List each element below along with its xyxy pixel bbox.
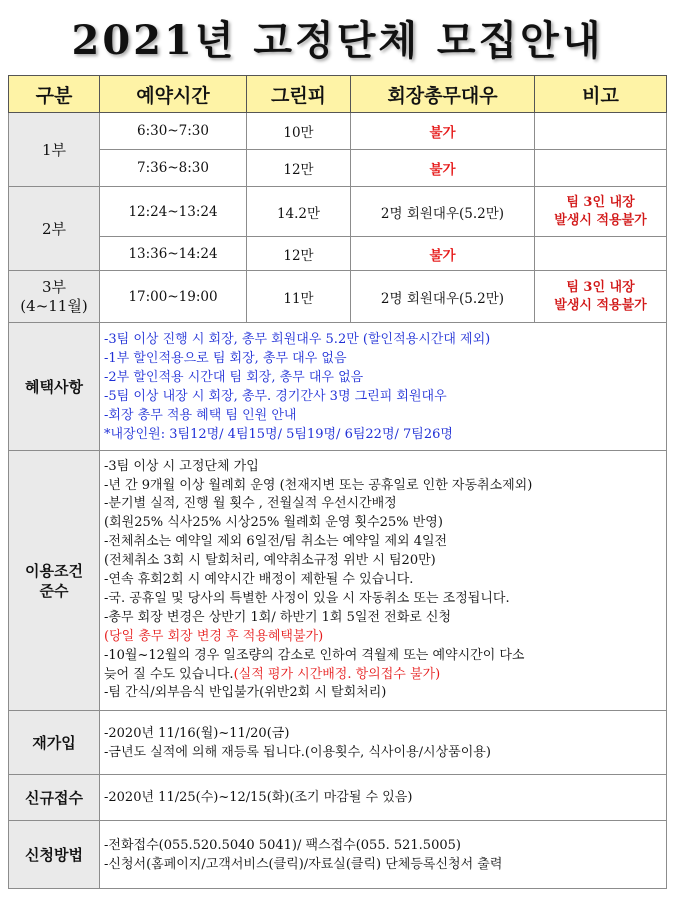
apply-method-line: -전화접수(055.520.5040 5041)/ 팩스접수(055. 521.5005): [104, 837, 461, 853]
rejoin-content: [100, 711, 667, 775]
condition-warning-inline: (실적 평가 시간배정. 항의접수 불가): [233, 666, 441, 682]
benefit-line: -1부 할인적용으로 팀 회장, 총무 대우 없음: [104, 350, 347, 366]
fee-cell: 12만: [247, 237, 351, 271]
benefits-label: 혜택사항: [9, 323, 100, 451]
condition-line: -총무 회장 변경은 상반기 1회/ 하반기 1회 5일전 전화로 신청: [104, 609, 452, 625]
table-row: [9, 271, 667, 323]
treatment-cell: 2명 회원대우(5.2만): [351, 271, 535, 323]
condition-line-combined: [104, 666, 662, 685]
remark-cell: [535, 113, 667, 150]
apply-method-label: 신청방법: [9, 821, 100, 889]
header-officer-treatment: 회장총무대우: [351, 76, 535, 113]
apply-method-line: -신청서(홈페이지/고객서비스(클릭)/자료실(클릭) 단체등록신청서 출력: [104, 856, 503, 872]
session-period: (4~11월): [20, 296, 88, 315]
remark-line: 발생시 적용불가: [554, 212, 647, 228]
rejoin-row: [9, 711, 667, 775]
condition-line: -팀 간식/외부음식 반입불가(위반2회 시 탈회처리): [104, 685, 387, 701]
benefits-content: [100, 323, 667, 451]
table-row: [9, 237, 667, 271]
remark-line: 발생시 적용불가: [554, 297, 647, 313]
condition-text: 늦어 질 수도 있습니다.: [104, 666, 234, 682]
treatment-cell: 불가: [351, 113, 535, 150]
condition-line: -년 간 9개월 이상 월례회 운영 (천재지변 또는 공휴일로 인한 자동취소제외): [104, 477, 533, 493]
treatment-cell: 2명 회원대우(5.2만): [351, 187, 535, 237]
apply-method-content: [100, 821, 667, 889]
benefits-row: [9, 323, 667, 451]
conditions-label-line: 준수: [39, 581, 69, 600]
benefit-line: -2부 할인적용 시간대 팀 회장, 총무 대우 없음: [104, 369, 364, 385]
header-remarks: 비고: [535, 76, 667, 113]
new-application-content: [100, 775, 667, 821]
time-cell: 6:30~7:30: [100, 113, 247, 150]
table-row: [9, 150, 667, 187]
remark-cell: [535, 237, 667, 271]
benefit-line: -3팀 이상 진행 시 회장, 총무 회원대우 5.2만 (할인적용시간대 제외): [104, 331, 491, 347]
session-label-2: 2부: [9, 187, 100, 271]
time-cell: 17:00~19:00: [100, 271, 247, 323]
time-cell: 12:24~13:24: [100, 187, 247, 237]
table-row: [9, 113, 667, 150]
table-row: [9, 187, 667, 237]
header-green-fee: 그린피: [247, 76, 351, 113]
session-label-3: [9, 271, 100, 323]
condition-line: -3팀 이상 시 고정단체 가입: [104, 458, 259, 474]
condition-line: -연속 휴회2회 시 예약시간 배정이 제한될 수 있습니다.: [104, 572, 414, 588]
condition-line: -국. 공휴일 및 당사의 특별한 사정이 있을 시 자동취소 또는 조정됩니다.: [104, 590, 510, 606]
condition-line: (전체취소 3회 시 탈회처리, 예약취소규정 위반 시 팀20만): [104, 553, 436, 569]
condition-line: -분기별 실적, 진행 월 횟수 , 전월실적 우선시간배정: [104, 496, 397, 512]
session-name: 3부: [41, 277, 67, 296]
treatment-cell: 불가: [351, 237, 535, 271]
remark-cell: [535, 150, 667, 187]
new-application-line: -2020년 11/25(수)~12/15(화)(조기 마감될 수 있음): [104, 790, 413, 805]
rejoin-label: 재가입: [9, 711, 100, 775]
rejoin-line: -2020년 11/16(월)~11/20(금): [104, 725, 290, 741]
remark-line: 팀 3인 내장: [566, 194, 635, 210]
time-cell: 7:36~8:30: [100, 150, 247, 187]
fee-cell: 12만: [247, 150, 351, 187]
remark-cell: [535, 187, 667, 237]
condition-line: -10월~12월의 경우 일조량의 감소로 인하여 격월제 또는 예약시간이 다소: [104, 647, 525, 663]
benefit-line: *내장인원: 3팀12명/ 4팀15명/ 5팀19명/ 6팀22명/ 7팀26명: [104, 426, 453, 442]
fee-cell: 14.2만: [247, 187, 351, 237]
session-label-1: 1부: [9, 113, 100, 187]
header-reservation-time: 예약시간: [100, 76, 247, 113]
remark-cell: [535, 271, 667, 323]
treatment-cell: 불가: [351, 150, 535, 187]
apply-method-row: [9, 821, 667, 889]
condition-line: (회원25% 식사25% 시상25% 월례회 운영 횟수25% 반영): [104, 515, 443, 531]
header-category: 구분: [9, 76, 100, 113]
condition-line: -전체취소는 예약일 제외 6일전/팀 취소는 예약일 제외 4일전: [104, 534, 448, 550]
fee-cell: 11만: [247, 271, 351, 323]
rejoin-line: -금년도 실적에 의해 재등록 됩니다.(이용횟수, 식사이용/시상품이용): [104, 744, 491, 760]
new-application-label: 신규접수: [9, 775, 100, 821]
conditions-label-line: 이용조건: [25, 561, 83, 580]
benefit-line: -회장 총무 적용 혜택 팀 인원 안내: [104, 407, 297, 423]
conditions-label: [9, 451, 100, 711]
remark-line: 팀 3인 내장: [566, 279, 635, 295]
time-cell: 13:36~14:24: [100, 237, 247, 271]
fee-cell: 10만: [247, 113, 351, 150]
benefit-line: -5팀 이상 내장 시 회장, 총무. 경기간사 3명 그린피 회원대우: [104, 388, 447, 404]
header-row: [9, 76, 667, 113]
conditions-content: [100, 451, 667, 711]
new-application-row: [9, 775, 667, 821]
condition-line-warning: (당일 총무 회장 변경 후 적용혜택불가): [104, 628, 324, 644]
page-title: 2021년 고정단체 모집안내: [71, 17, 604, 64]
recruitment-table: [8, 75, 667, 889]
conditions-row: [9, 451, 667, 711]
